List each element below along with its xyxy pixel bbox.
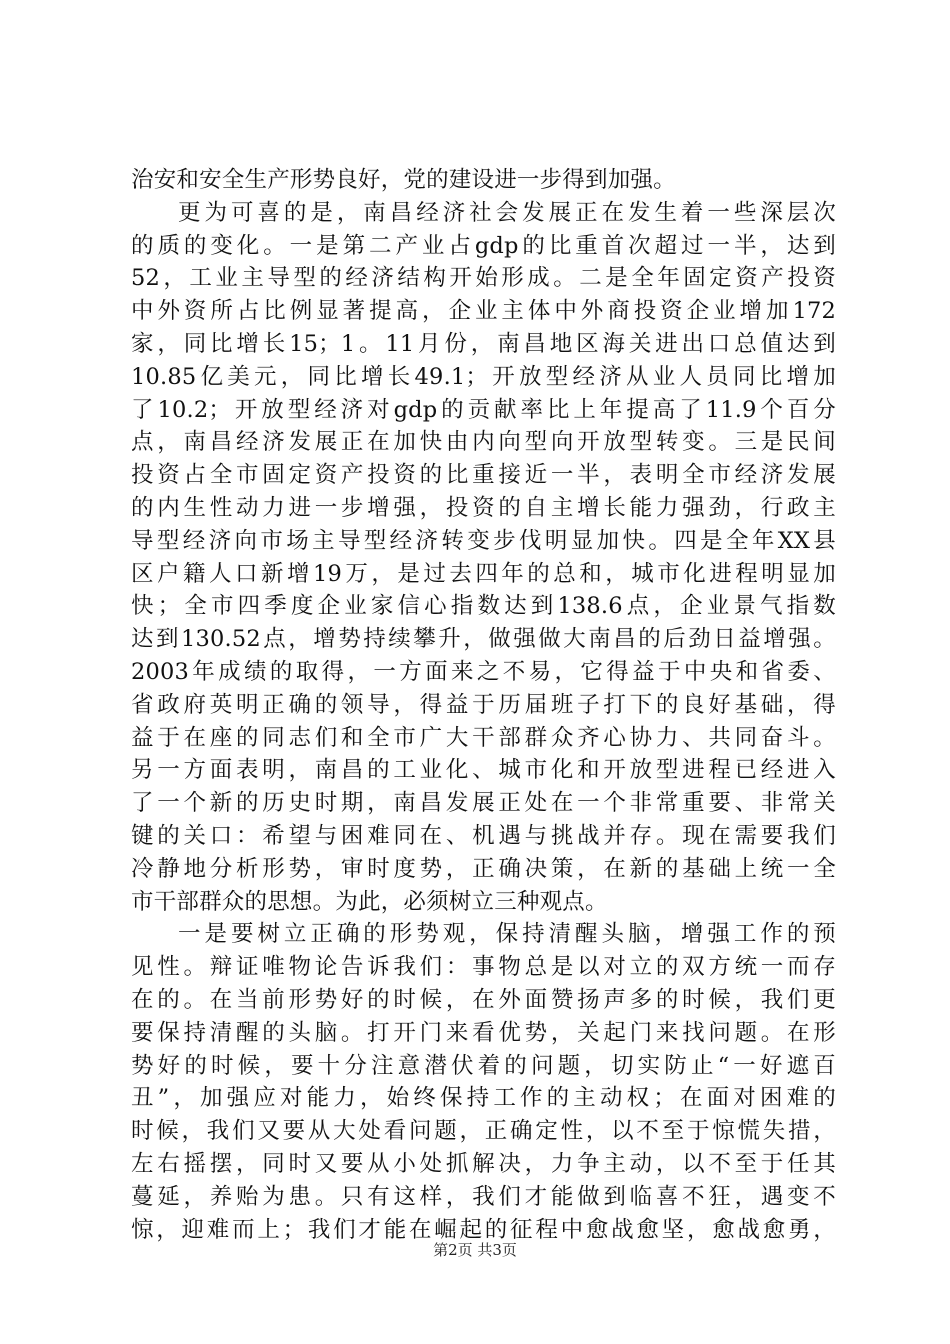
text-line: 区户籍人口新增19万，是过去四年的总和，城市化进程明显加 [131, 560, 836, 587]
text-line: 蔓延，养贻为患。只有这样，我们才能做到临喜不狂，遇变不 [131, 1183, 836, 1210]
text-line: 在的。在当前形势好的时候，在外面赞扬声多的时候，我们更 [131, 986, 836, 1013]
paragraph-start-line: 一是要树立正确的形势观，保持清醒头脑，增强工作的预 [178, 921, 836, 948]
text-line: 了一个新的历史时期，南昌发展正处在一个非常重要、非常关 [131, 790, 836, 817]
text-line: 的质的变化。一是第二产业占gdp的比重首次超过一半，达到 [131, 232, 836, 259]
text-line: 中外资所占比例显著提高，企业主体中外商投资企业增加172 [131, 298, 836, 325]
text-line: 时候，我们又要从大处看问题，正确定性，以不至于惊慌失措， [131, 1118, 836, 1145]
text-line: 治安和安全生产形势良好，党的建设进一步得到加强。 [131, 167, 676, 193]
text-line: 了10.2；开放型经济对gdp的贡献率比上年提高了11.9个百分 [131, 396, 836, 423]
text-line: 家，同比增长15；1。11月份，南昌地区海关进出口总值达到 [131, 330, 836, 357]
text-line: 左右摇摆，同时又要从小处抓解决，力争主动，以不至于任其 [131, 1150, 836, 1177]
text-line: 冷静地分析形势，审时度势，正确决策，在新的基础上统一全 [131, 855, 836, 882]
text-line: 快；全市四季度企业家信心指数达到138.6点，企业景气指数 [131, 593, 836, 620]
paragraph-start-line: 更为可喜的是，南昌经济社会发展正在发生着一些深层次 [178, 199, 836, 226]
text-line: 导型经济向市场主导型经济转变步伐明显加快。四是全年XX县 [131, 527, 836, 554]
text-line: 达到130.52点，增势持续攀升，做强做大南昌的后劲日益增强。 [131, 626, 836, 653]
text-line: 另一方面表明，南昌的工业化、城市化和开放型进程已经进入 [131, 757, 836, 784]
text-line: 投资占全市固定资产投资的比重接近一半，表明全市经济发展 [131, 462, 836, 489]
text-line: 见性。辩证唯物论告诉我们：事物总是以对立的双方统一而存 [131, 954, 836, 981]
text-line: 2003年成绩的取得，一方面来之不易，它得益于中央和省委、 [131, 658, 836, 685]
text-line: 10.85亿美元，同比增长49.1；开放型经济从业人员同比增加 [131, 363, 836, 390]
text-line: 点，南昌经济发展正在加快由内向型向开放型转变。三是民间 [131, 429, 836, 456]
body-text [131, 164, 836, 1246]
text-line: 的内生性动力进一步增强，投资的自主增长能力强劲，行政主 [131, 494, 836, 521]
text-line: 要保持清醒的头脑。打开门来看优势，关起门来找问题。在形 [131, 1019, 836, 1046]
text-line: 市干部群众的思想。为此，必须树立三种观点。 [131, 888, 608, 915]
text-line: 省政府英明正确的领导，得益于历届班子打下的良好基础，得 [131, 691, 836, 718]
page-footer: 第2页 共3页 [433, 1241, 517, 1259]
text-line: 丑”，加强应对能力，始终保持工作的主动权；在面对困难的 [131, 1085, 836, 1112]
text-line: 势好的时候，要十分注意潜伏着的问题，切实防止“一好遮百 [131, 1052, 836, 1079]
text-line: 益于在座的同志们和全市广大干部群众齐心协力、共同奋斗。 [131, 724, 836, 751]
text-line: 52，工业主导型的经济结构开始形成。二是全年固定资产投资 [131, 265, 836, 292]
text-line: 键的关口：希望与困难同在、机遇与挑战并存。现在需要我们 [131, 822, 836, 849]
text-line: 惊，迎难而上；我们才能在崛起的征程中愈战愈坚，愈战愈勇， [131, 1216, 836, 1243]
